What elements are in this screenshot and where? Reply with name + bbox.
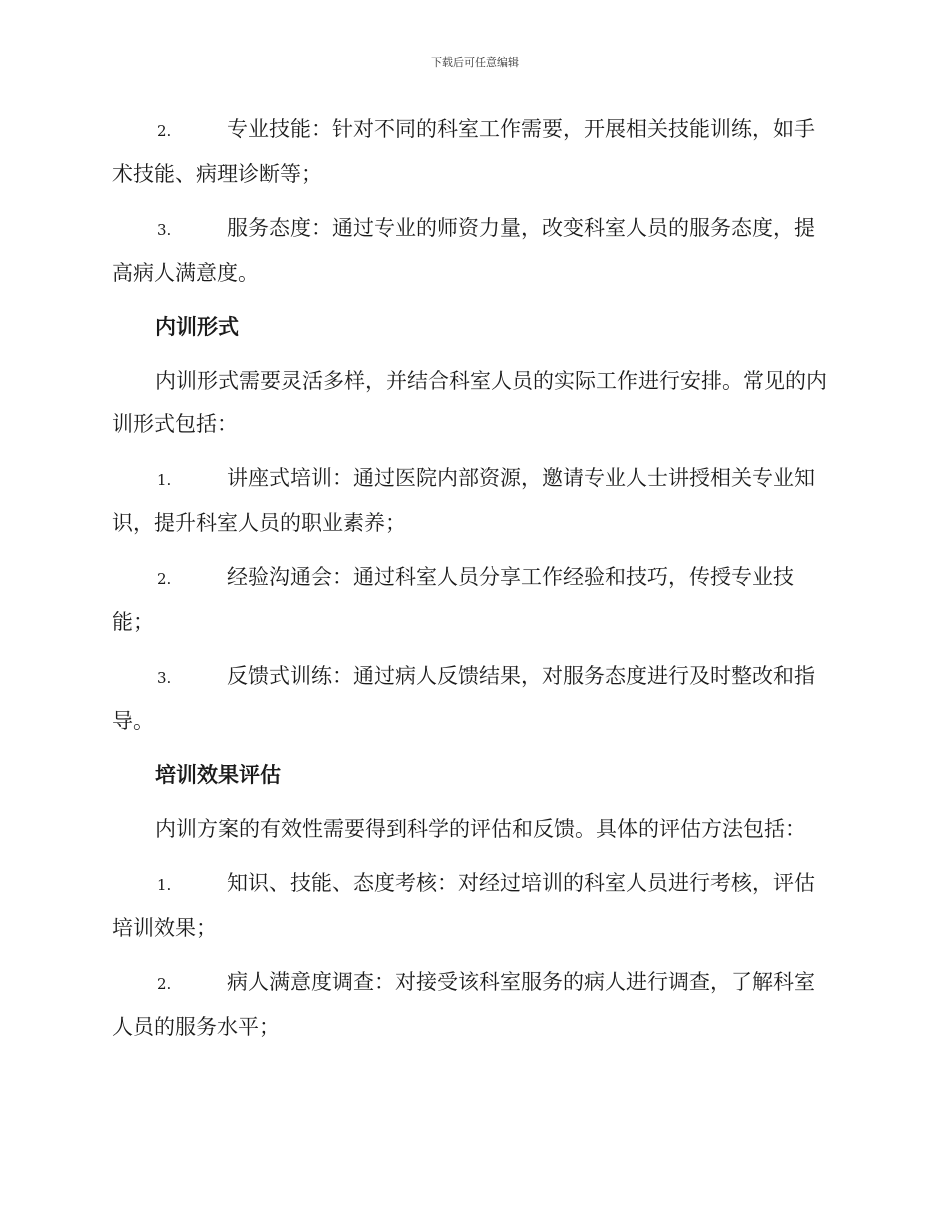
paragraph: 内训形式需要灵活多样，并结合科室人员的实际工作进行安排。常见的内训形式包括：	[112, 369, 827, 436]
list-item	[112, 108, 834, 196]
list-item-text: 讲座式培训：通过医院内部资源，邀请专业人士讲授相关专业知识，提升科室人员的职业素养；	[112, 466, 815, 535]
list-item	[112, 961, 834, 1049]
list-number: 2.	[157, 122, 172, 140]
list-number: 2.	[157, 570, 172, 588]
list-item-text: 病人满意度调查：对接受该科室服务的病人进行调查，了解科室人员的服务水平；	[112, 970, 815, 1039]
list-item-text: 经验沟通会：通过科室人员分享工作经验和技巧，传授专业技能；	[112, 565, 794, 634]
list-item-text: 服务态度：通过专业的师资力量，改变科室人员的服务态度，提高病人满意度。	[112, 216, 815, 285]
list-number: 1.	[157, 876, 172, 894]
section-heading: 培训效果评估	[155, 763, 281, 787]
paragraph: 内训方案的有效性需要得到科学的评估和反馈。具体的评估方法包括：	[155, 817, 806, 841]
list-item	[112, 862, 834, 950]
list-item-text: 知识、技能、态度考核：对经过培训的科室人员进行考核，评估培训效果；	[112, 871, 815, 940]
list-item-text: 专业技能：针对不同的科室工作需要，开展相关技能训练，如手术技能、病理诊断等；	[112, 117, 815, 186]
list-item	[112, 556, 834, 644]
list-item	[112, 207, 834, 295]
list-number: 2.	[157, 975, 172, 993]
page-header: 下载后可任意编辑	[431, 56, 519, 69]
list-item-text: 反馈式训练：通过病人反馈结果，对服务态度进行及时整改和指导。	[112, 664, 815, 733]
document-body	[112, 108, 834, 1060]
list-number: 3.	[157, 669, 172, 687]
list-number: 1.	[157, 471, 172, 489]
list-item	[112, 457, 834, 545]
section-heading: 内训形式	[155, 315, 239, 339]
list-item	[112, 655, 834, 743]
list-number: 3.	[157, 221, 172, 239]
